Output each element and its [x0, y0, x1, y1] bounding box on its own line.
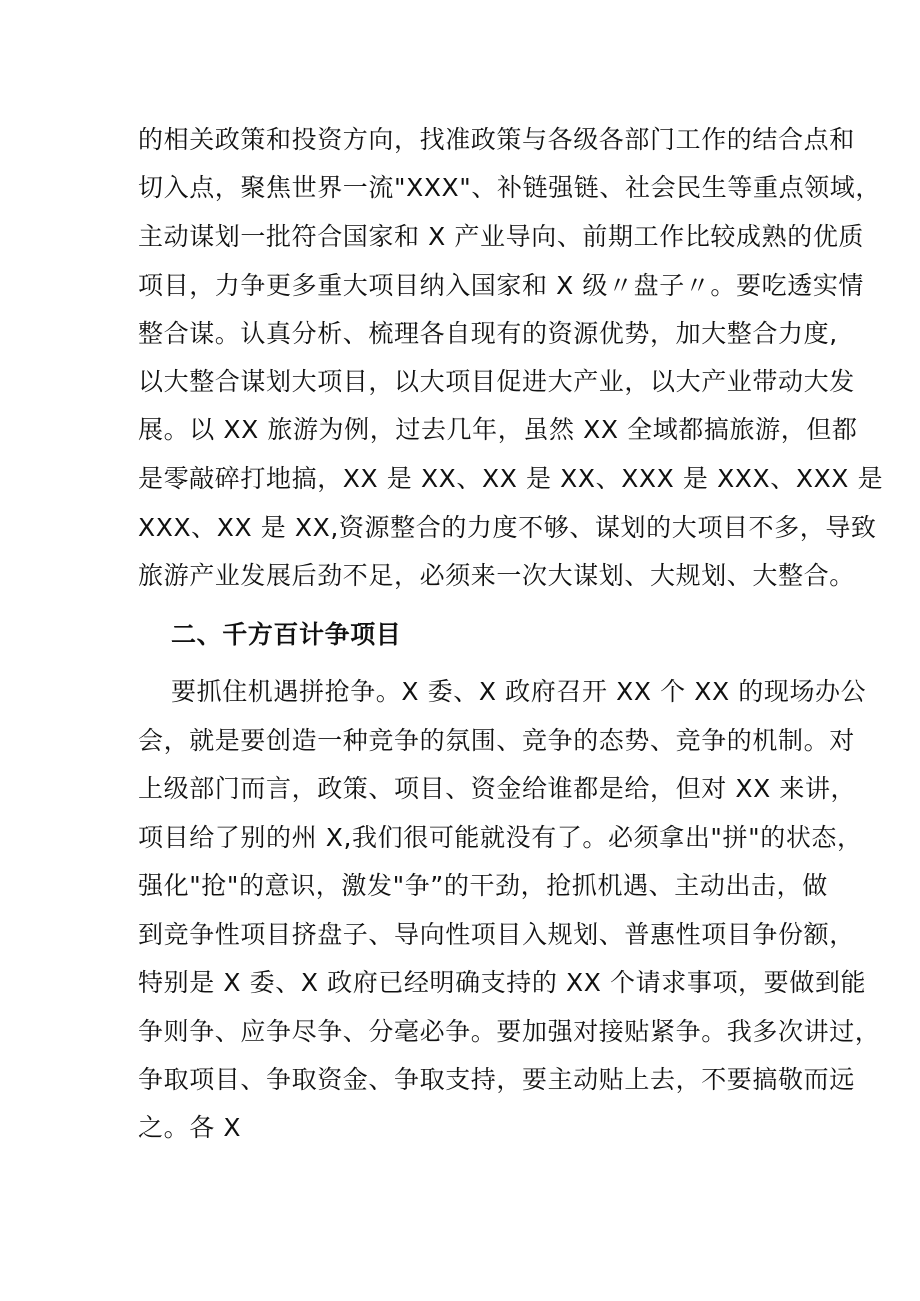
body-text-line: 争则争、应争尽争、分毫必争。要加强对接贴紧争。我多次讲过，	[138, 1017, 881, 1046]
body-text-line: 强化"抢"的意识，激发"争”的干劲，抢抓机遇、主动出击，做	[138, 871, 828, 900]
body-text-line: 争取项目、争取资金、争取支持，要主动贴上去，不要搞敬而远	[138, 1065, 855, 1094]
body-text-line: 旅游产业发展后劲不足，必须来一次大谋划、大规划、大整合。	[138, 561, 855, 590]
section-heading: 二、千方百计争项目	[171, 620, 402, 649]
body-text-line: XXX、XX 是 XX,资源整合的力度不够、谋划的大项目不多，导致	[138, 513, 877, 542]
body-text-line: 项目给了别的州 X,我们很可能就没有了。必须拿出"拼"的状态，	[138, 823, 863, 852]
body-text-line: 项目，力争更多重大项目纳入国家和 X 级〃盘子〃。要吃透实情	[138, 271, 865, 300]
body-text-line: 切入点，聚焦世界一流"XXX"、补链强链、社会民生等重点领域，	[138, 173, 881, 202]
body-text-line: 以大整合谋划大项目，以大项目促进大产业，以大产业带动大发	[138, 367, 855, 396]
body-text-line: 整合谋。认真分析、梳理各自现有的资源优势，加大整合力度,	[138, 319, 838, 348]
body-text-line: 展。以 XX 旅游为例，过去几年，虽然 XX 全域都搞旅游，但都	[138, 415, 858, 444]
body-text-line: 的相关政策和投资方向，找准政策与各级各部门工作的结合点和	[138, 125, 855, 154]
body-text-line: 到竞争性项目挤盘子、导向性项目入规划、普惠性项目争份额，	[138, 920, 855, 949]
body-text-line: 主动谋划一批符合国家和 X 产业导向、前期工作比较成熟的优质	[138, 222, 865, 251]
body-text-line: 是零敲碎打地搞，XX 是 XX、XX 是 XX、XXX 是 XXX、XXX 是	[138, 464, 884, 493]
body-text-line: 特别是 X 委、X 政府已经明确支持的 XX 个请求事项，要做到能	[138, 968, 867, 997]
body-text-line: 上级部门而言，政策、项目、资金给谁都是给，但对 XX 来讲，	[138, 774, 857, 803]
body-text-line: 会，就是要创造一种竞争的氛围、竞争的态势、竞争的机制。对	[138, 726, 855, 755]
body-text-line: 之。各 X	[138, 1113, 242, 1142]
body-text-line: 要抓住机遇拼抢争。X 委、X 政府召开 XX 个 XX 的现场办公	[171, 677, 867, 706]
